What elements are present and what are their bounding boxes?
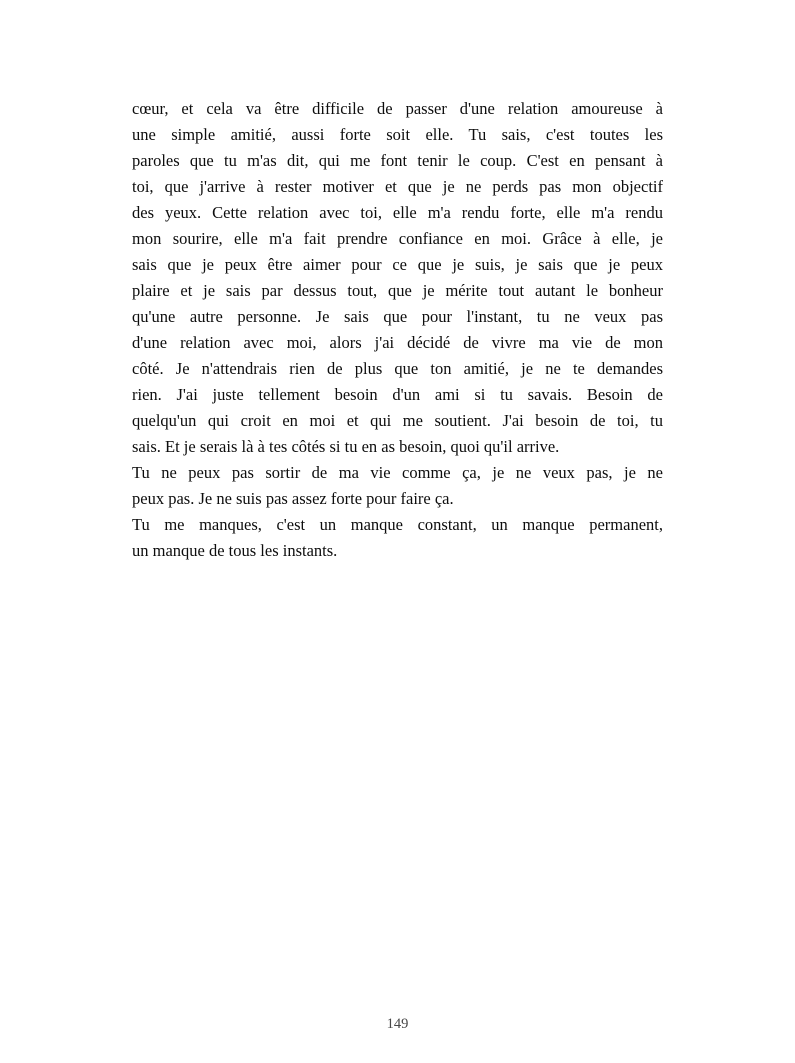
text-line: d'une relation avec moi, alors j'ai décidé de vivre ma vie de mon [132, 333, 663, 352]
text-line paragraph-end: sais. Et je serais là à tes côtés si tu en as besoin, quoi qu'il arrive. [132, 437, 560, 456]
text-line: sais que je peux être aimer pour ce que je suis, je sais que je peux [132, 255, 663, 274]
text-line: Tu me manques, c'est un manque constant, un manque permanent, [132, 515, 663, 534]
text-line: Tu ne peux pas sortir de ma vie comme ça, je ne veux pas, je ne [132, 463, 663, 482]
text-line: rien. J'ai juste tellement besoin d'un ami si tu savais. Besoin de [132, 385, 663, 404]
text-line: mon sourire, elle m'a fait prendre confiance en moi. Grâce à elle, je [132, 229, 663, 248]
text-line: des yeux. Cette relation avec toi, elle m'a rendu forte, elle m'a rendu [132, 203, 663, 222]
text-line: plaire et je sais par dessus tout, que je mérite tout autant le bonheur [132, 281, 663, 300]
text-line: paroles que tu m'as dit, qui me font tenir le coup. C'est en pensant à [132, 151, 663, 170]
text-line: cœur, et cela va être difficile de passer d'une relation amoureuse à [132, 99, 663, 118]
text-line: une simple amitié, aussi forte soit elle. Tu sais, c'est toutes les [132, 125, 663, 144]
text-line: côté. Je n'attendrais rien de plus que ton amitié, je ne te demandes [132, 359, 663, 378]
text-line: quelqu'un qui croit en moi et qui me soutient. J'ai besoin de toi, tu [132, 411, 663, 430]
page-text [132, 96, 663, 564]
text-line paragraph-end: peux pas. Je ne suis pas assez forte pour faire ça. [132, 489, 454, 508]
text-line: qu'une autre personne. Je sais que pour l'instant, tu ne veux pas [132, 307, 663, 326]
text-line: toi, que j'arrive à rester motiver et que je ne perds pas mon objectif [132, 177, 663, 196]
text-line paragraph-end: un manque de tous les instants. [132, 541, 338, 560]
page-number: 149 [386, 1016, 409, 1032]
